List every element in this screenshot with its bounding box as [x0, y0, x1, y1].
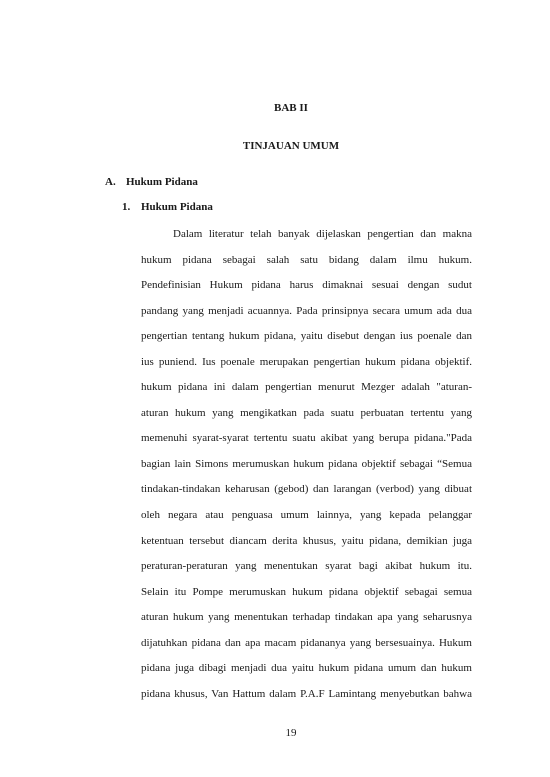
paragraph-line: memenuhi syarat-syarat tertentu suatu akibat yang berupa pidana."Pada: [141, 432, 472, 445]
section-title: Hukum Pidana: [126, 176, 198, 188]
subsection-title: Hukum Pidana: [141, 201, 213, 213]
paragraph-line: Dalam literatur telah banyak dijelaskan pengertian dan makna: [173, 228, 472, 240]
subsection-heading: [122, 201, 213, 213]
paragraph-line: aturan hukum yang mengikatkan pada suatu perbuatan tertentu yang: [141, 406, 472, 419]
paragraph-line: bagian lain Simons merumuskan hukum pidana objektif sebagai “Semua: [141, 457, 472, 470]
chapter-heading: BAB II: [274, 102, 308, 114]
paragraph-line: pidana juga dibagi menjadi dua yaitu hukum pidana umum dan hukum: [141, 662, 472, 675]
paragraph-line: Selain itu Pompe merumuskan hukum pidana objektif sebagai semua: [141, 585, 472, 598]
paragraph-line: Pendefinisian Hukum pidana harus dimaknai sesuai dengan sudut: [141, 279, 472, 292]
paragraph-line: oleh negara atau penguasa umum lainnya, yang kepada pelanggar: [141, 509, 472, 522]
paragraph-line: peraturan-peraturan yang menentukan syarat bagi akibat hukum itu.: [141, 560, 472, 573]
paragraph-line: dijatuhkan pidana dan apa macam pidananya yang bersesuainya. Hukum: [141, 636, 472, 649]
subsection-number: 1.: [122, 201, 131, 213]
paragraph-line: tindakan-tindakan keharusan (gebod) dan larangan (verbod) yang dibuat: [141, 483, 472, 496]
paragraph-line: pandang yang menjadi acuannya. Pada prinsipnya secara umum ada dua: [141, 304, 472, 317]
paragraph-line: aturan hukum yang menentukan terhadap tindakan apa yang seharusnya: [141, 611, 472, 624]
paragraph-line: ketentuan tersebut diancam derita khusus, yaitu pidana, demikian juga: [141, 534, 472, 547]
section-number: A.: [105, 176, 116, 188]
section-heading: [105, 176, 198, 188]
paragraph-line: hukum pidana sebagai salah satu bidang dalam ilmu hukum.: [141, 253, 472, 266]
paragraph-line: ius puniend. Ius poenale merupakan pengertian hukum pidana objektif.: [141, 355, 472, 368]
page-number: 19: [285, 727, 297, 739]
paragraph-line: hukum pidana ini dalam pengertian menurut Mezger adalah "aturan-: [141, 381, 472, 394]
paragraph-line: pengertian tentang hukum pidana, yaitu disebut dengan ius poenale dan: [141, 330, 472, 343]
body-paragraph: [141, 222, 472, 707]
paragraph-line: pidana khusus, Van Hattum dalam P.A.F Lamintang menyebutkan bahwa: [141, 687, 472, 700]
chapter-title: TINJAUAN UMUM: [242, 140, 340, 152]
